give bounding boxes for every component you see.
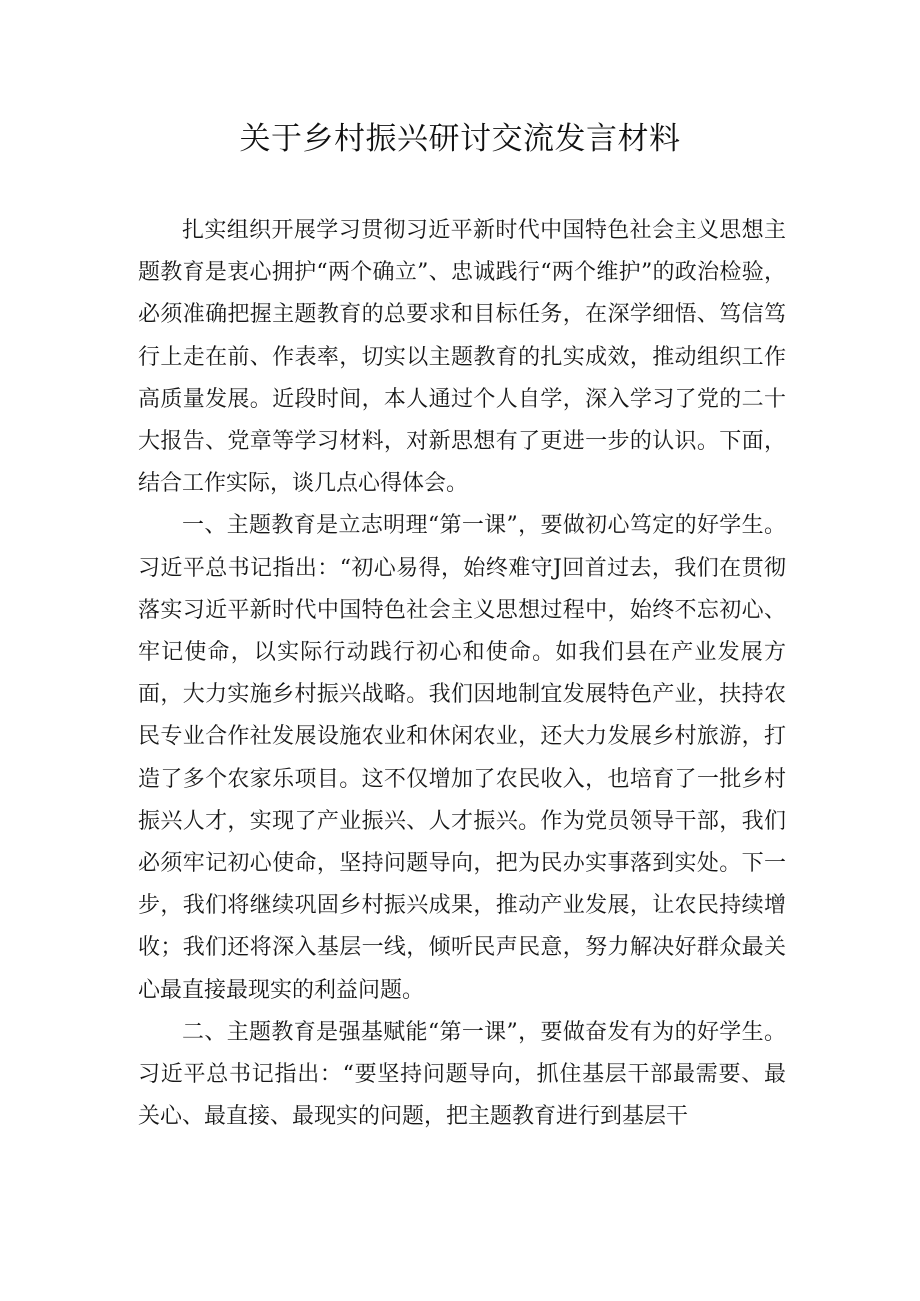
paragraph-section-one: 一、主题教育是立志明理“第一课”，要做初心笃定的好学生。习近平总书记指出：“初心易得，始终难守J回首过去，我们在贯彻落实习近平新时代中国特色社会主义思想过程中，始终不忘初心、牢记使命，以实际行动践行初心和使命。如我们县在产业发展方面，大力实施乡村振兴战略。我们因地制宜发展特色产业，扶持农民专业合作社发展设施农业和休闲农业，还大力发展乡村旅游，打造了多个农家乐项目。这不仅增加了农民收入，也培育了一批乡村振兴人才，实现了产业振兴、人才振兴。作为党员领导干部，我们必须牢记初心使命，坚持问题导向，把为民办实事落到实处。下一步，我们将继续巩固乡村振兴成果，推动产业发展，让农民持续增收；我们还将深入基层一线，倾听民声民意，努力解决好群众最关心最直接最现实的利益问题。 (138, 513, 786, 1003)
document-body (138, 210, 786, 1138)
paragraph-intro: 扎实组织开展学习贯彻习近平新时代中国特色社会主义思想主题教育是衷心拥护“两个确立”、忠诚践行“两个维护”的政治检验，必须准确把握主题教育的总要求和目标任务，在深学细悟、笃信笃行上走在前、作表率，切实以主题教育的扎实成效，推动组织工作高质量发展。近段时间，本人通过个人自学，深入学习了党的二十大报告、党章等学习材料，对新思想有了更进一步的认识。下面，结合工作实际，谈几点心得体会。 (138, 218, 786, 497)
document-title: 关于乡村振兴研讨交流发言材料 (239, 121, 681, 157)
paragraph-section-two: 二、主题教育是强基赋能“第一课”，要做奋发有为的好学生。习近平总书记指出：“要坚持问题导向，抓住基层干部最需要、最关心、最直接、最现实的问题，把主题教育进行到基层干 (138, 1019, 786, 1130)
